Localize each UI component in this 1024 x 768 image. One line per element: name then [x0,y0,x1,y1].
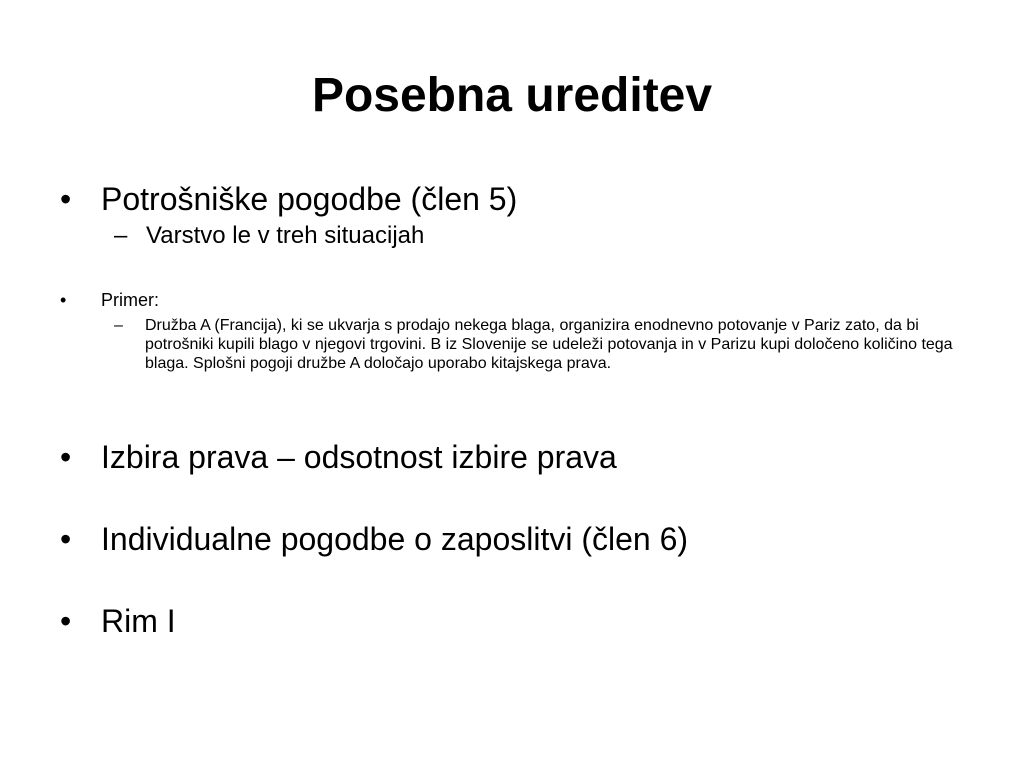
sub-bullet-text: Družba A (Francija), ki se ukvarja s prodajo nekega blaga, organizira enodnevno potovanje v Pariz zato, da bi potrošniki kupili blago v njegovi trgovini. B iz Slovenije se udeleži potovanja in v Parizu kupi določeno količino tega blaga. Splošni pogoji družbe A določajo uporabo kitajskega prava. [145,317,953,372]
bullet-text: Individualne pogodbe o zaposlitvi (člen 6) [101,521,689,557]
slide-title: Posebna ureditev [311,69,713,122]
bullet-text: Potrošniške pogodbe (člen 5) [101,181,518,217]
bullet-text: Primer: [101,290,159,310]
bullet-icon: • [60,603,72,639]
bullet-icon: • [60,181,72,217]
dash-icon: – [114,317,123,334]
dash-icon: – [114,222,128,249]
bullet-icon: • [60,439,72,475]
sub-bullet-text: Varstvo le v treh situacijah [146,222,425,249]
bullet-text: Rim I [101,603,176,639]
bullet-text: Izbira prava – odsotnost izbire prava [101,439,617,475]
bullet-icon: • [60,521,72,557]
bullet-icon: • [60,290,67,310]
